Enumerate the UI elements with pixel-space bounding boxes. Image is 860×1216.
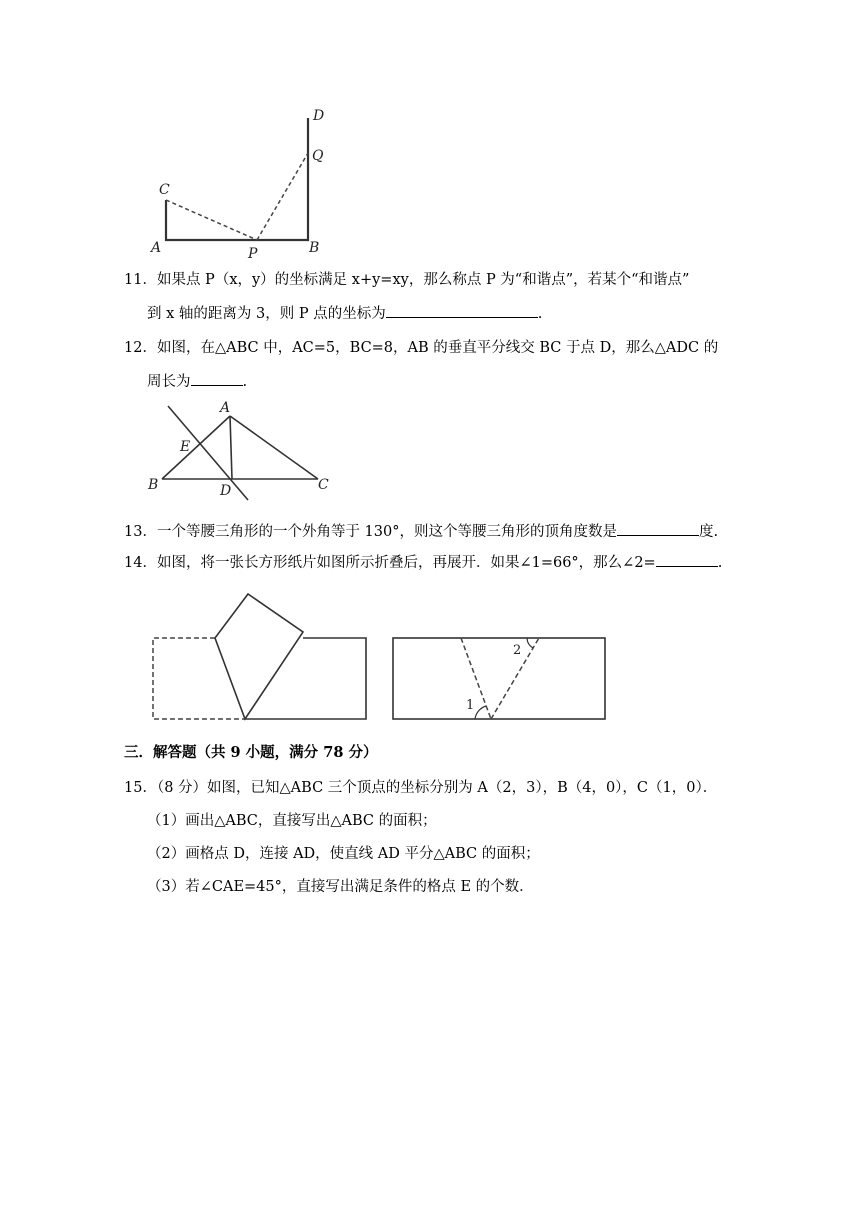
q11-end: .	[537, 306, 543, 322]
label-p: P	[248, 246, 258, 262]
label-a: A	[151, 240, 162, 256]
label-a: A	[220, 400, 231, 416]
figure-q14	[145, 588, 615, 728]
q15-part2: （2）画格点 D，连接 AD，使直线 AD 平分△ABC 的面积；	[147, 846, 540, 862]
q12-line1: 12．如图，在△ABC 中，AC=5，BC=8，AB 的垂直平分线交 BC 于点 D，那么△ADC 的	[124, 340, 719, 356]
answer-blank	[656, 551, 718, 567]
q12-text: 周长为	[147, 374, 191, 390]
q15-part3: （3）若∠CAE=45°，直接写出满足条件的格点 E 的个数．	[147, 879, 534, 895]
angle-2-label: 2	[513, 643, 522, 658]
q11-text: 到 x 轴的距离为 3，则 P 点的坐标为	[147, 306, 386, 322]
label-q: Q	[312, 148, 324, 164]
answer-blank	[191, 370, 243, 386]
q13-end: 度.	[698, 524, 719, 540]
q11-line2	[147, 302, 860, 325]
label-e: E	[180, 439, 191, 455]
angle-1-label: 1	[466, 698, 475, 713]
answer-blank	[617, 520, 699, 536]
answer-blank	[386, 302, 538, 318]
q13-line	[124, 520, 860, 543]
label-b: B	[309, 240, 320, 256]
q12-line2	[147, 370, 860, 393]
q14-end: .	[717, 555, 723, 571]
q12-end: .	[242, 374, 248, 390]
figure-q10	[140, 100, 340, 265]
label-c: C	[159, 182, 170, 198]
label-d: D	[313, 108, 325, 124]
q15-part1: （1）画出△ABC，直接写出△ABC 的面积；	[147, 813, 437, 829]
section-title: 三．解答题（共 9 小题，满分 78 分）	[124, 744, 378, 761]
q11-line1: 11．如果点 P（x，y）的坐标满足 x+y=xy，那么称点 P 为“和谐点”，若某个“和谐点”	[124, 272, 690, 288]
q14-text: 14．如图，将一张长方形纸片如图所示折叠后，再展开．如果∠1=66°，那么∠2=	[124, 555, 656, 571]
q13-text: 13．一个等腰三角形的一个外角等于 130°，则这个等腰三角形的顶角度数是	[124, 524, 617, 540]
label-d: D	[220, 483, 232, 499]
label-b: B	[148, 477, 159, 493]
figure-q12	[140, 396, 340, 504]
q15-stem: 15．（8 分）如图，已知△ABC 三个顶点的坐标分别为 A（2，3），B（4，0），C（1，0）．	[124, 780, 718, 796]
q14-line	[124, 551, 860, 574]
label-c: C	[318, 477, 329, 493]
